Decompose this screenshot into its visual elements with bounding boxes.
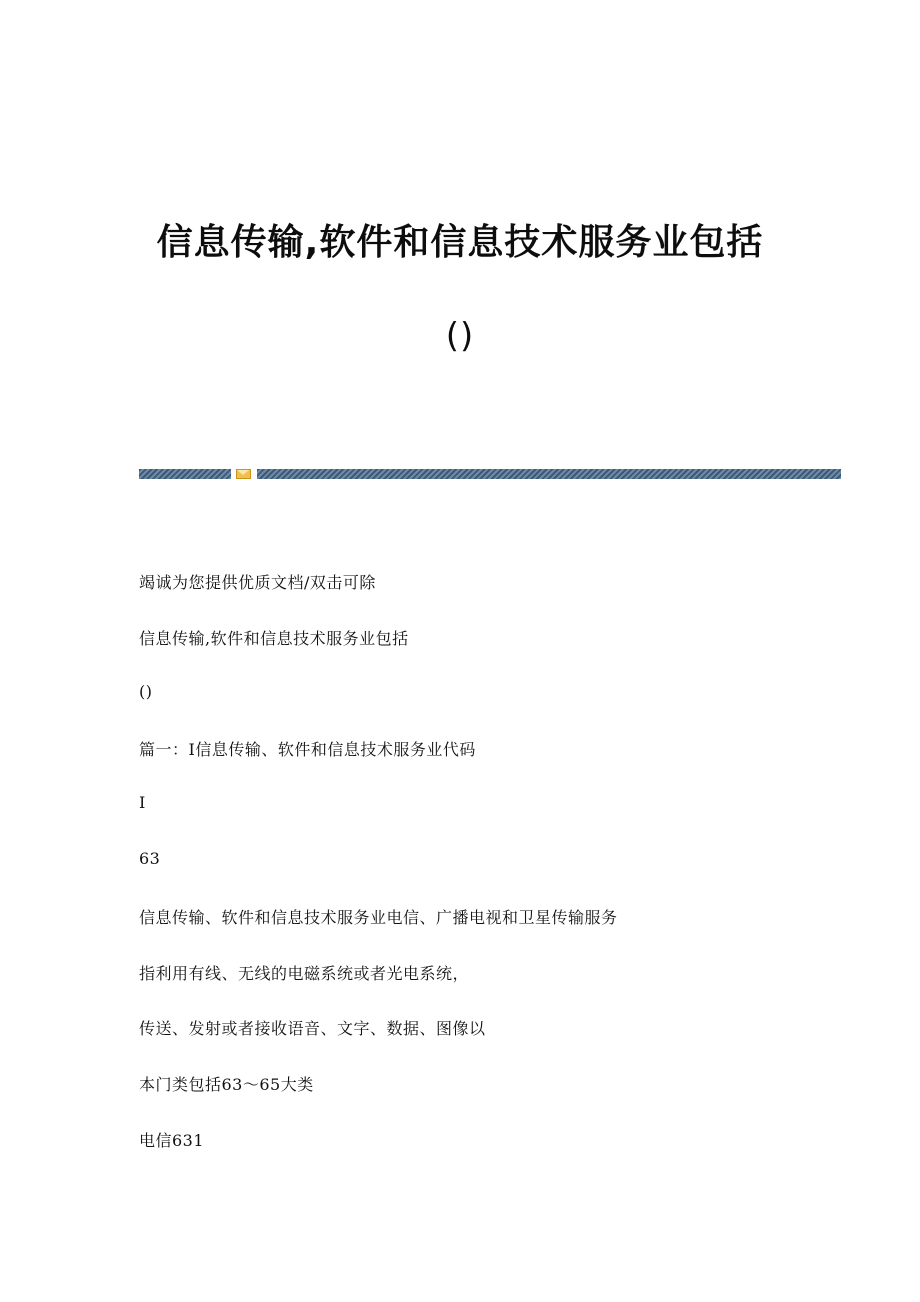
title-divider-left [139,469,231,479]
category-description: 信息传输、软件和信息技术服务业电信、广播电视和卫星传输服务 [139,908,618,927]
category-code: 63 [139,849,161,868]
document-title-parens: () [445,316,475,356]
envelope-icon [236,469,251,479]
title-divider-right [257,469,841,479]
subcategory-code: 电信631 [139,1131,205,1150]
body-paragraph-line: 指利用有线、无线的电磁系统或者光电系统， [139,964,470,983]
section-code: I [139,793,146,812]
body-paragraph-line: 本门类包括63～65大类 [139,1075,314,1094]
body-paragraph-line: 传送、发射或者接收语音、文字、数据、图像以 [139,1019,486,1038]
intro-line: 竭诚为您提供优质文档/双击可除 [139,573,376,592]
body-line-title: 信息传输,软件和信息技术服务业包括 [139,629,409,648]
chapter-heading: 篇一：I信息传输、软件和信息技术服务业代码 [139,740,476,759]
body-line-parens: () [139,682,153,701]
document-title: 信息传输,软件和信息技术服务业包括 [156,222,764,263]
